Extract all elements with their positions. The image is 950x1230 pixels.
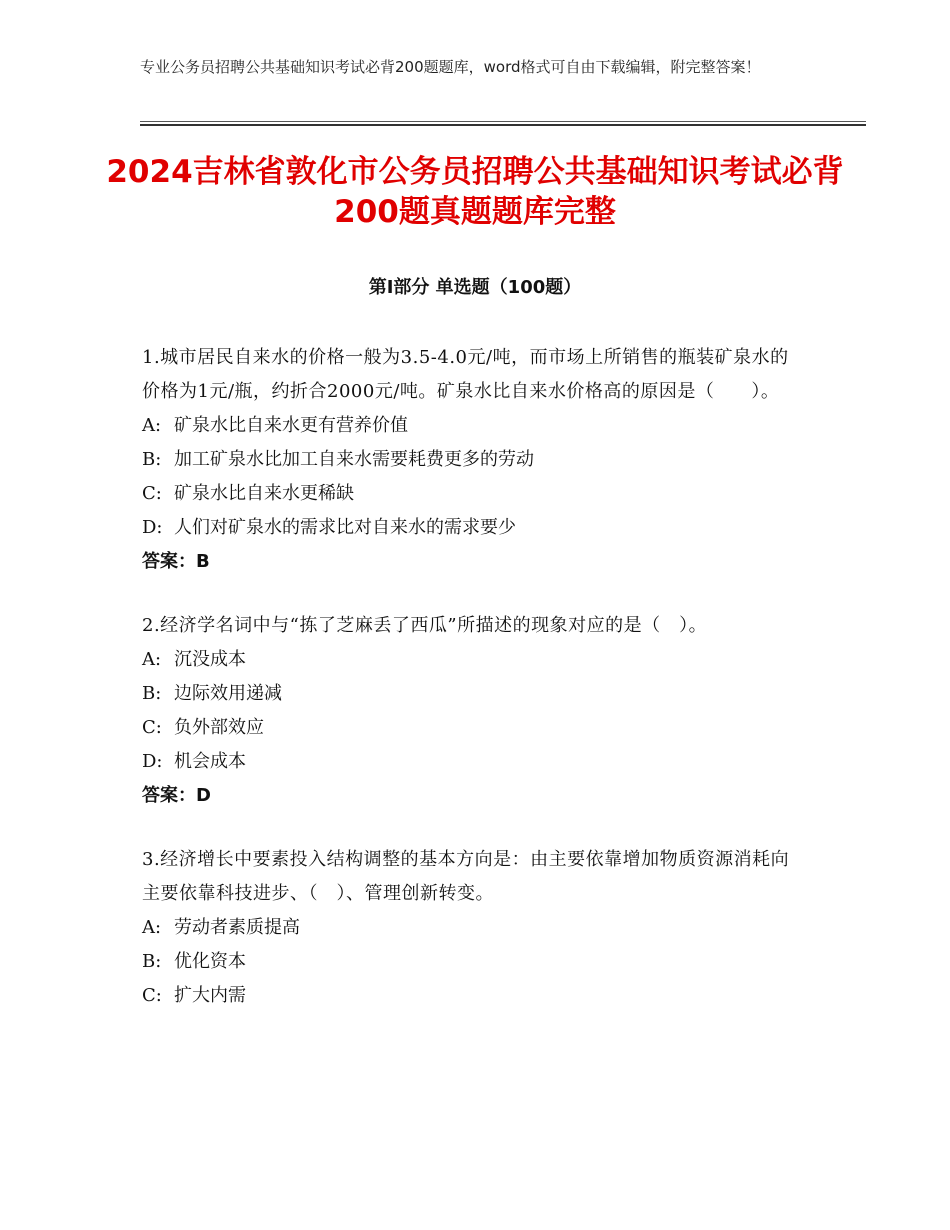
header-rule-thin — [140, 121, 866, 122]
option-text: 负外部效应 — [174, 717, 264, 738]
option-text: 矿泉水比自来水更稀缺 — [174, 483, 354, 504]
section-heading: 第I部分 单选题（100题） — [368, 277, 582, 298]
document-title: 2024吉林省敦化市公务员招聘公共基础知识考试必背200题真题题库完整 — [106, 154, 844, 230]
option-text: 劳动者素质提高 — [174, 917, 300, 938]
option-letter: B: — [142, 951, 162, 972]
option-letter: A: — [142, 415, 162, 436]
option-a — [142, 643, 807, 677]
option-a — [142, 409, 807, 443]
option-b — [142, 945, 807, 979]
question-1 — [142, 341, 807, 579]
answer-line: 答案：D — [142, 785, 211, 806]
question-2 — [142, 609, 807, 813]
option-text: 扩大内需 — [174, 985, 246, 1006]
header-rule-thick — [140, 124, 866, 126]
option-letter: C: — [142, 483, 162, 504]
header-note: 专业公务员招聘公共基础知识考试必背200题题库，word格式可自由下载编辑，附完整答案！ — [140, 58, 761, 76]
option-c — [142, 477, 807, 511]
option-c — [142, 711, 807, 745]
option-b — [142, 677, 807, 711]
option-text: 矿泉水比自来水更有营养价值 — [174, 415, 408, 436]
option-d — [142, 745, 807, 779]
option-letter: B: — [142, 683, 162, 704]
question-3 — [142, 843, 807, 1013]
option-b — [142, 443, 807, 477]
option-text: 优化资本 — [174, 951, 246, 972]
option-letter: A: — [142, 917, 162, 938]
question-list — [142, 341, 807, 1043]
option-letter: D: — [142, 751, 163, 772]
option-text: 人们对矿泉水的需求比对自来水的需求要少 — [174, 517, 516, 538]
option-c — [142, 979, 807, 1013]
question-stem: 1.城市居民自来水的价格一般为3.5-4.0元/吨，而市场上所销售的瓶装矿泉水的价格为1元/瓶，约折合2000元/吨。矿泉水比自来水价格高的原因是（ ）。 — [142, 347, 789, 402]
question-stem: 3.经济增长中要素投入结构调整的基本方向是：由主要依靠增加物质资源消耗向主要依靠科技进步、（ ）、管理创新转变。 — [142, 849, 790, 904]
option-text: 机会成本 — [174, 751, 246, 772]
answer-line: 答案：B — [142, 551, 210, 572]
question-stem: 2.经济学名词中与“拣了芝麻丢了西瓜”所描述的现象对应的是（ ）。 — [142, 615, 708, 636]
option-text: 加工矿泉水比加工自来水需要耗费更多的劳动 — [174, 449, 534, 470]
option-a — [142, 911, 807, 945]
option-text: 边际效用递减 — [174, 683, 282, 704]
option-letter: D: — [142, 517, 163, 538]
option-text: 沉没成本 — [174, 649, 246, 670]
option-letter: C: — [142, 717, 162, 738]
option-letter: B: — [142, 449, 162, 470]
option-letter: C: — [142, 985, 162, 1006]
option-d — [142, 511, 807, 545]
option-letter: A: — [142, 649, 162, 670]
